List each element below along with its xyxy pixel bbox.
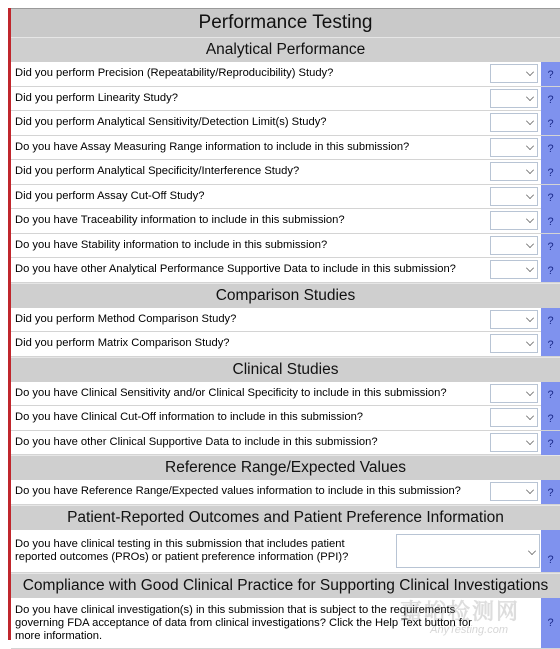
- page-title: Performance Testing: [11, 8, 560, 37]
- help-button[interactable]: ?: [541, 87, 560, 111]
- help-button[interactable]: ?: [541, 431, 560, 455]
- chevron-down-icon: [526, 142, 534, 150]
- answer-select[interactable]: [490, 187, 538, 206]
- help-button[interactable]: ?: [541, 258, 560, 282]
- question-label: Do you have Clinical Sensitivity and/or Clinical Specificity to include in this submission?: [15, 386, 447, 399]
- question-label: Do you have Stability information to include in this submission?: [15, 238, 328, 251]
- chevron-down-icon: [526, 117, 534, 125]
- question-row-clinical-cut-off: [11, 406, 560, 431]
- question-label: Do you have Traceability information to include in this submission?: [15, 214, 345, 226]
- question-label: Do you have clinical investigation(s) in this submission that is subject to the requirements governing FDA acceptance of data from clinical investigations? Click the Help Text button for more information.: [15, 603, 472, 642]
- question-row-cut-off: [11, 185, 560, 210]
- help-button[interactable]: ?: [541, 136, 560, 160]
- answer-select[interactable]: [396, 534, 540, 568]
- answer-select[interactable]: [490, 482, 538, 501]
- question-row-matrix-comparison: [11, 332, 560, 357]
- section-header-analytical-performance: Analytical Performance: [11, 37, 560, 62]
- answer-select[interactable]: [490, 211, 538, 230]
- section-header-reference-range: Reference Range/Expected Values: [11, 455, 560, 480]
- chevron-down-icon: [526, 437, 534, 445]
- chevron-down-icon: [526, 314, 534, 322]
- help-button[interactable]: ?: [541, 209, 560, 233]
- question-label: Did you perform Linearity Study?: [15, 91, 178, 104]
- question-label: Did you perform Analytical Sensitivity/Detection Limit(s) Study?: [15, 116, 327, 128]
- help-button[interactable]: ?: [541, 480, 560, 504]
- chevron-down-icon: [526, 486, 534, 494]
- answer-select[interactable]: [490, 89, 538, 108]
- question-label: Did you perform Precision (Repeatability/Reproducibility) Study?: [15, 67, 334, 79]
- help-button[interactable]: ?: [541, 382, 560, 406]
- help-button[interactable]: ?: [541, 308, 560, 332]
- help-button[interactable]: ?: [541, 332, 560, 356]
- performance-testing-form: [11, 8, 560, 649]
- section-header-comparison-studies: Comparison Studies: [11, 283, 560, 308]
- question-label: Do you have Assay Measuring Range information to include in this submission?: [15, 140, 410, 153]
- help-button[interactable]: ?: [541, 406, 560, 430]
- chevron-down-icon: [526, 240, 534, 248]
- question-row-method-comparison: [11, 308, 560, 333]
- chevron-down-icon: [526, 388, 534, 396]
- watermark-logo-text: 嘉峪检测网: [399, 599, 520, 624]
- question-row-specificity: [11, 160, 560, 185]
- chevron-down-icon: [526, 338, 534, 346]
- watermark-url: AnyTesting.com: [430, 624, 508, 636]
- question-row-precision: [11, 62, 560, 87]
- question-row-stability: [11, 234, 560, 259]
- answer-select[interactable]: [490, 113, 538, 132]
- question-label: Did you perform Assay Cut-Off Study?: [15, 189, 205, 202]
- answer-select[interactable]: [490, 162, 538, 181]
- question-row-other-clinical: [11, 431, 560, 456]
- chevron-down-icon: [526, 215, 534, 223]
- chevron-down-icon: [526, 68, 534, 76]
- answer-select[interactable]: [490, 334, 538, 353]
- answer-select[interactable]: [490, 236, 538, 255]
- question-row-measuring-range: [11, 136, 560, 161]
- chevron-down-icon: [526, 166, 534, 174]
- question-row-sensitivity: [11, 111, 560, 136]
- help-button[interactable]: ?: [541, 111, 560, 135]
- chevron-down-icon: [528, 547, 536, 555]
- question-row-clinical-sensitivity: [11, 382, 560, 407]
- question-row-reference-range: [11, 480, 560, 505]
- answer-select[interactable]: [490, 433, 538, 452]
- answer-select[interactable]: [490, 384, 538, 403]
- help-button[interactable]: ?: [541, 234, 560, 258]
- question-label: Do you have other Analytical Performance Supportive Data to include in this submission?: [15, 263, 456, 275]
- chevron-down-icon: [526, 191, 534, 199]
- help-button[interactable]: ?: [541, 185, 560, 209]
- chevron-down-icon: [526, 264, 534, 272]
- section-header-patient-reported-outcomes: Patient-Reported Outcomes and Patient Preference Information: [11, 505, 560, 530]
- section-header-compliance-gcp: Compliance with Good Clinical Practice for Supporting Clinical Investigations: [11, 573, 560, 598]
- help-button[interactable]: ?: [541, 530, 560, 572]
- help-button[interactable]: ?: [541, 598, 560, 648]
- answer-select[interactable]: [490, 260, 538, 279]
- answer-select[interactable]: [490, 64, 538, 83]
- question-label: Do you have Clinical Cut-Off information to include in this submission?: [15, 411, 364, 423]
- question-label: Do you have clinical testing in this submission that includes patient reported outcomes (PROs) or patient preference information (PPI)?: [15, 537, 349, 563]
- chevron-down-icon: [526, 93, 534, 101]
- answer-select[interactable]: [490, 310, 538, 329]
- section-header-clinical-studies: Clinical Studies: [11, 357, 560, 382]
- question-row-traceability: [11, 209, 560, 234]
- answer-select[interactable]: [490, 408, 538, 427]
- question-row-pro-ppi: [11, 530, 560, 573]
- question-label: Did you perform Method Comparison Study?: [15, 312, 237, 325]
- question-label: Did you perform Analytical Specificity/Interference Study?: [15, 165, 300, 177]
- help-button[interactable]: ?: [541, 160, 560, 184]
- help-button[interactable]: ?: [541, 62, 560, 86]
- question-label: Did you perform Matrix Comparison Study?: [15, 337, 230, 349]
- answer-select[interactable]: [490, 138, 538, 157]
- chevron-down-icon: [526, 412, 534, 420]
- question-label: Do you have other Clinical Supportive Data to include in this submission?: [15, 435, 378, 448]
- question-row-linearity: [11, 87, 560, 112]
- question-label: Do you have Reference Range/Expected values information to include in this submission?: [15, 485, 461, 497]
- question-row-other-analytical: [11, 258, 560, 283]
